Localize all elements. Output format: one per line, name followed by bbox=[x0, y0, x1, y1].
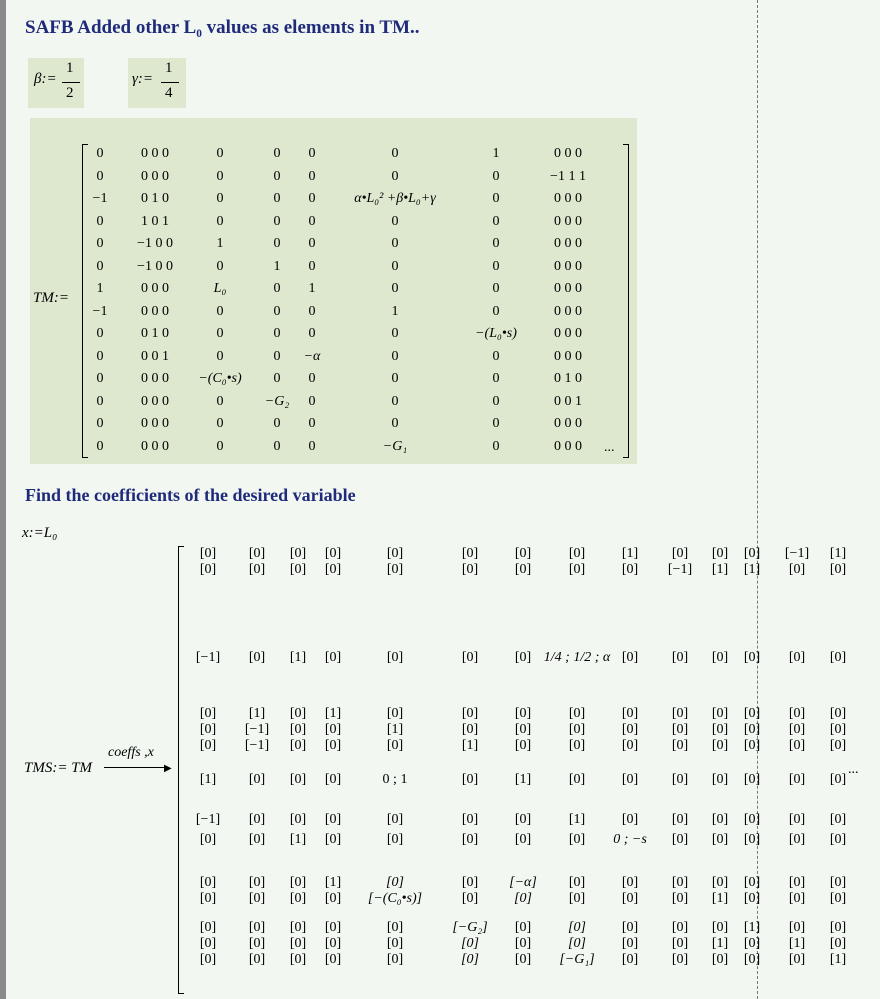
tms-cell: [0] bbox=[386, 832, 404, 847]
tm-cell: 0 bbox=[308, 168, 316, 184]
tms-cell: [0] bbox=[324, 832, 342, 847]
tms-cell: [0] bbox=[568, 772, 586, 787]
tm-cell: −G₁ bbox=[382, 438, 408, 454]
tms-cell: [0] bbox=[671, 650, 689, 665]
tm-cell: 0 bbox=[391, 281, 399, 296]
beta-definition[interactable] bbox=[28, 58, 84, 108]
tm-cell: 1 bbox=[391, 303, 399, 319]
tms-cell: [0] [0] [0] bbox=[324, 920, 342, 967]
tm-cell: 0 bbox=[391, 146, 399, 161]
tm-cell: 0 bbox=[96, 438, 104, 454]
tm-cell: 0 bbox=[273, 168, 281, 184]
tms-cell: [0] bbox=[514, 650, 532, 665]
tm-cell: 0 bbox=[391, 168, 399, 184]
tm-cell: 0 bbox=[308, 438, 316, 454]
tms-cell: [0] [0] [0] bbox=[671, 920, 689, 967]
tm-cell: 0 0 0 bbox=[141, 393, 169, 409]
tms-cell: [0] bbox=[711, 772, 729, 787]
tms-cell: [0] bbox=[289, 812, 307, 827]
tm-cell: 0 0 0 bbox=[554, 326, 582, 341]
fraction-bar bbox=[161, 82, 179, 83]
tm-cell: 0 bbox=[216, 393, 224, 409]
tm-cell: 0 bbox=[391, 348, 399, 364]
left-margin-bar bbox=[0, 0, 6, 999]
tm-cell: −(C₀•s) bbox=[198, 371, 242, 386]
tms-cell: [0] bbox=[386, 812, 404, 827]
tm-cell: 0 bbox=[96, 326, 104, 341]
tm-cell: 0 bbox=[492, 393, 500, 409]
tms-cell: [0] [0] [0] bbox=[621, 920, 639, 967]
tms-cell: [0] [−1] bbox=[667, 546, 693, 577]
tm-cell: 0 1 0 bbox=[554, 371, 582, 386]
coeffs-arrow bbox=[104, 767, 168, 768]
tms-cell: [0] [0] [0] bbox=[289, 920, 307, 967]
tm-cell: 1 bbox=[492, 146, 500, 161]
tms-cell: [0] [0] bbox=[248, 546, 266, 577]
tm-cell: 0 bbox=[492, 213, 500, 229]
tm-cell: −1 0 0 bbox=[137, 236, 173, 251]
tm-cell: 0 bbox=[216, 191, 224, 206]
arrow-head-icon: ▶ bbox=[164, 763, 172, 774]
page-title: SAFB Added other L₀ values as elements in TM.. bbox=[25, 17, 420, 38]
tms-cell: [0] [0] [0] bbox=[671, 706, 689, 753]
tms-cell: [0] [0] [0] bbox=[248, 920, 266, 967]
tms-cell: [0] bbox=[461, 812, 479, 827]
tms-cell: [0] bbox=[199, 832, 217, 847]
tms-cell: [1] [−1] [−1] bbox=[244, 706, 270, 753]
tm-cell: 0 bbox=[492, 438, 500, 454]
tms-cell: [1] bbox=[289, 650, 307, 665]
tm-cell: 0 bbox=[96, 146, 104, 161]
tms-cell: [0] bbox=[324, 650, 342, 665]
tm-cell: −α bbox=[303, 348, 321, 364]
tm-cell: 0 bbox=[308, 191, 316, 206]
tm-cell: 0 bbox=[216, 438, 224, 454]
tms-cell: [0] bbox=[621, 812, 639, 827]
tm-cell: 0 bbox=[391, 393, 399, 409]
tms-cell: [0] bbox=[289, 772, 307, 787]
tm-cell: 0 0 0 bbox=[141, 168, 169, 184]
tm-cell: 0 bbox=[273, 348, 281, 364]
tm-cell: 0 bbox=[216, 303, 224, 319]
tms-cell: [0] [0] bbox=[788, 875, 806, 906]
tm-cell: 0 bbox=[273, 146, 281, 161]
tm-cell: 0 bbox=[492, 303, 500, 319]
tms-cell: [0] bbox=[671, 812, 689, 827]
tm-cell: 0 bbox=[273, 416, 281, 431]
tms-cell: [0] bbox=[711, 650, 729, 665]
tm-cell: −1 1 1 bbox=[550, 168, 586, 184]
tm-matrix-region[interactable] bbox=[30, 118, 637, 464]
tms-cell: [0] [0] bbox=[461, 875, 479, 906]
tm-cell: 0 bbox=[273, 303, 281, 319]
tm-cell: 0 bbox=[308, 416, 316, 431]
tms-cell: 1/4 ; 1/2 ; α bbox=[543, 650, 611, 665]
beta-denominator: 2 bbox=[66, 85, 74, 101]
tms-cell: [0] [0] bbox=[743, 875, 761, 906]
tm-label: TM:= bbox=[33, 290, 69, 306]
tm-cell: 0 0 0 bbox=[554, 146, 582, 161]
tms-cell: 0 ; 1 bbox=[382, 772, 408, 787]
tms-cell: [−α] [0] bbox=[509, 875, 537, 906]
tm-cell: 0 0 0 bbox=[554, 281, 582, 296]
coeffs-operator-label: coeffs ,x bbox=[108, 745, 154, 760]
tms-cell: [1] [0] bbox=[621, 546, 639, 577]
tm-cell: 0 bbox=[492, 371, 500, 386]
tm-cell: 0 bbox=[391, 213, 399, 229]
tm-cell: α•L₀² +β•L₀+γ bbox=[354, 191, 436, 206]
tms-cell: [0] bbox=[324, 812, 342, 827]
tms-cell: [0] bbox=[788, 772, 806, 787]
beta-lhs: β:= bbox=[34, 71, 57, 87]
tms-cell: [0] [0] [−G₁] bbox=[559, 920, 595, 967]
tms-cell: [−1] [0] bbox=[784, 546, 810, 577]
tm-cell: 0 bbox=[273, 281, 281, 296]
tms-cell: [0] [0] [0] bbox=[743, 706, 761, 753]
tms-cell: [0] [0] bbox=[248, 875, 266, 906]
tm-cell: 0 bbox=[391, 258, 399, 274]
tm-cell: −1 bbox=[92, 191, 108, 206]
tm-cell: 0 bbox=[216, 416, 224, 431]
tms-cell: [0] [0] [0] bbox=[621, 706, 639, 753]
tm-cell: 0 0 1 bbox=[141, 348, 169, 364]
tm-cell: 1 bbox=[96, 281, 104, 296]
tms-cell: [0] [1] bbox=[743, 546, 761, 577]
tm-cell: 0 bbox=[492, 348, 500, 364]
tms-cell: [0] bbox=[621, 772, 639, 787]
tm-cell: 0 0 0 bbox=[141, 281, 169, 296]
tms-cell: [0] [0] [0] bbox=[514, 706, 532, 753]
tms-cell: [0] bbox=[248, 650, 266, 665]
tms-ellipsis: ... bbox=[848, 762, 859, 777]
tms-cell: [0] [0] [0] bbox=[199, 920, 217, 967]
tms-cell: [0] [0] bbox=[289, 546, 307, 577]
tm-right-bracket bbox=[623, 144, 629, 458]
tm-cell: 0 bbox=[273, 326, 281, 341]
fraction-bar bbox=[62, 82, 80, 83]
tm-cell: L₀ bbox=[213, 281, 227, 296]
tm-cell: 0 0 1 bbox=[554, 393, 582, 409]
tm-cell: 0 bbox=[308, 326, 316, 341]
tms-cell: [0] bbox=[829, 812, 847, 827]
tms-cell: [0] bbox=[711, 832, 729, 847]
tms-cell: [0] bbox=[829, 832, 847, 847]
tm-cell: 0 bbox=[492, 168, 500, 184]
gamma-lhs: γ:= bbox=[132, 71, 154, 87]
tm-cell: 0 bbox=[492, 191, 500, 206]
tm-cell: 1 0 1 bbox=[141, 213, 169, 229]
tms-cell: [0] [−(C₀•s)] bbox=[367, 875, 423, 906]
tms-cell: [0] bbox=[514, 812, 532, 827]
tm-cell: 0 bbox=[391, 236, 399, 251]
tms-cell: [1] [0] bbox=[324, 875, 342, 906]
tm-cell: 0 0 0 bbox=[554, 258, 582, 274]
tms-cell: [0] [0] [0] bbox=[788, 706, 806, 753]
tm-cell: 0 bbox=[216, 213, 224, 229]
tms-cell: [0] bbox=[788, 650, 806, 665]
tm-cell: 1 bbox=[308, 281, 316, 296]
tms-cell: [0] [0] bbox=[671, 875, 689, 906]
tms-cell: [0] [0] bbox=[568, 875, 586, 906]
tm-cell: 0 1 0 bbox=[141, 191, 169, 206]
gamma-definition[interactable] bbox=[128, 58, 186, 108]
tm-cell: 0 0 0 bbox=[141, 416, 169, 431]
tm-cell: 0 bbox=[96, 236, 104, 251]
tms-cell: [0] bbox=[671, 832, 689, 847]
tms-cell: [0] bbox=[829, 650, 847, 665]
tm-cell: 0 bbox=[391, 416, 399, 431]
tms-cell: [0] bbox=[386, 650, 404, 665]
tm-cell: −1 0 0 bbox=[137, 258, 173, 274]
tm-cell: 0 0 0 bbox=[141, 303, 169, 319]
tms-cell: [0] bbox=[788, 812, 806, 827]
tms-cell: [0] bbox=[461, 650, 479, 665]
tm-cell: 0 bbox=[308, 258, 316, 274]
tms-cell: [0] bbox=[788, 832, 806, 847]
tm-cell: 0 0 0 bbox=[141, 438, 169, 454]
tm-cell: 0 bbox=[391, 326, 399, 341]
tms-cell: [0] bbox=[514, 832, 532, 847]
tm-cell: 0 1 0 bbox=[141, 326, 169, 341]
tm-cell: 0 0 0 bbox=[141, 146, 169, 161]
tms-label: TMS:= TM bbox=[24, 760, 93, 776]
tms-cell: [0] [0] bbox=[386, 546, 404, 577]
tms-cell: [−1] bbox=[195, 650, 221, 665]
tm-cell: 0 bbox=[391, 371, 399, 386]
tm-cell: 0 bbox=[308, 303, 316, 319]
tm-cell: 0 0 0 bbox=[554, 416, 582, 431]
tm-cell: 0 0 0 bbox=[141, 371, 169, 386]
tms-cell: [0] [0] bbox=[829, 875, 847, 906]
tms-cell: [0] [0] bbox=[568, 546, 586, 577]
tm-cell: 0 bbox=[216, 258, 224, 274]
tms-cell: [0] bbox=[324, 772, 342, 787]
tms-cell: 0 ; −s bbox=[613, 832, 647, 847]
tm-cell: 0 bbox=[96, 258, 104, 274]
tm-cell: 0 bbox=[273, 236, 281, 251]
tm-ellipsis: ... bbox=[604, 440, 615, 455]
tm-cell: 0 bbox=[96, 393, 104, 409]
section-heading: Find the coefficients of the desired variable bbox=[25, 485, 356, 505]
tm-cell: 0 bbox=[273, 438, 281, 454]
gamma-denominator: 4 bbox=[165, 85, 173, 101]
tms-cell: [0] [0] bbox=[289, 875, 307, 906]
tm-cell: −1 bbox=[92, 303, 108, 319]
tm-cell: 0 bbox=[308, 213, 316, 229]
tm-cell: 0 bbox=[96, 168, 104, 184]
tms-cell: [0] [0] [0] bbox=[829, 706, 847, 753]
tms-cell: [0] [1] bbox=[711, 546, 729, 577]
tms-cell: [0] bbox=[461, 832, 479, 847]
tms-cell: [0] bbox=[829, 772, 847, 787]
tms-cell: [0] [0] bbox=[199, 546, 217, 577]
tm-cell: 0 0 0 bbox=[554, 438, 582, 454]
tms-cell: [0] bbox=[671, 772, 689, 787]
tms-cell: [1] bbox=[289, 832, 307, 847]
tm-cell: 0 bbox=[216, 168, 224, 184]
tms-cell: [0] [0] [0] bbox=[386, 920, 404, 967]
tm-cell: 0 0 0 bbox=[554, 236, 582, 251]
tm-left-bracket bbox=[82, 144, 88, 458]
tm-cell: −(L₀•s) bbox=[475, 326, 517, 341]
tm-cell: 0 bbox=[96, 371, 104, 386]
tms-cell: [0] [0] bbox=[324, 546, 342, 577]
tms-cell: [0] [0] [1] bbox=[461, 706, 479, 753]
tm-cell: 0 0 0 bbox=[554, 213, 582, 229]
tms-cell: [0] [0] bbox=[199, 875, 217, 906]
tm-cell: 0 bbox=[96, 348, 104, 364]
tm-cell: 1 bbox=[216, 236, 224, 251]
tm-cell: 0 bbox=[96, 213, 104, 229]
tms-cell: [1] [0] [0] bbox=[324, 706, 342, 753]
tm-cell: 0 bbox=[308, 371, 316, 386]
tms-cell: [0] bbox=[568, 832, 586, 847]
tms-cell: [0] [1] [0] bbox=[788, 920, 806, 967]
tm-cell: 0 bbox=[273, 213, 281, 229]
tms-cell: [−1] bbox=[195, 812, 221, 827]
tm-cell: 0 bbox=[492, 258, 500, 274]
tm-cell: 0 bbox=[308, 236, 316, 251]
tms-cell: [0] bbox=[248, 812, 266, 827]
tms-cell: [1] bbox=[514, 772, 532, 787]
tms-cell: [1] bbox=[568, 812, 586, 827]
tm-cell: 0 bbox=[273, 371, 281, 386]
tms-cell: [0] [0] [1] bbox=[829, 920, 847, 967]
tms-cell: [1] [0] bbox=[829, 546, 847, 577]
beta-numerator: 1 bbox=[66, 60, 74, 76]
x-definition[interactable]: x:=L₀ bbox=[22, 525, 58, 541]
tms-cell: [0] bbox=[743, 832, 761, 847]
tm-cell: 0 bbox=[308, 393, 316, 409]
tm-cell: 0 bbox=[492, 236, 500, 251]
tms-cell: [0] [0] [0] bbox=[199, 706, 217, 753]
tms-cell: [0] [0] [0] bbox=[289, 706, 307, 753]
tms-cell: [0] bbox=[743, 812, 761, 827]
tms-cell: [0] bbox=[461, 772, 479, 787]
tms-cell: [0] [0] bbox=[621, 875, 639, 906]
tms-left-bracket bbox=[178, 546, 184, 994]
tms-cell: [1] [0] [0] bbox=[743, 920, 761, 967]
tm-cell: 0 bbox=[96, 416, 104, 431]
tm-cell: 0 bbox=[216, 326, 224, 341]
tms-cell: [0] bbox=[743, 650, 761, 665]
tm-cell: 0 0 0 bbox=[554, 191, 582, 206]
page-break-line bbox=[757, 0, 758, 999]
tms-cell: [0] [0] bbox=[514, 546, 532, 577]
tms-cell: [0] [0] bbox=[461, 546, 479, 577]
tm-cell: 0 0 0 bbox=[554, 348, 582, 364]
tm-cell: −G₂ bbox=[264, 393, 290, 409]
tm-cell: 0 bbox=[492, 416, 500, 431]
tms-cell: [0] bbox=[711, 812, 729, 827]
tm-cell: 0 bbox=[216, 146, 224, 161]
tms-cell: [0] bbox=[248, 772, 266, 787]
tms-cell: [0] [0] [0] bbox=[514, 920, 532, 967]
gamma-numerator: 1 bbox=[165, 60, 173, 76]
tm-cell: 0 bbox=[273, 191, 281, 206]
tms-cell: [0] [0] [0] bbox=[711, 706, 729, 753]
tms-cell: [0] bbox=[743, 772, 761, 787]
tms-cell: [0] [1] [0] bbox=[386, 706, 404, 753]
tms-cell: [0] bbox=[248, 832, 266, 847]
tms-cell: [0] [0] [0] bbox=[568, 706, 586, 753]
tms-cell: [1] bbox=[199, 772, 217, 787]
tms-cell: [0] [1] [0] bbox=[711, 920, 729, 967]
tm-cell: 0 bbox=[216, 348, 224, 364]
tm-cell: 1 bbox=[273, 258, 281, 274]
tm-cell: 0 0 0 bbox=[554, 303, 582, 319]
tms-cell: [0] [1] bbox=[711, 875, 729, 906]
tm-cell: 0 bbox=[492, 281, 500, 296]
tms-cell: [0] bbox=[621, 650, 639, 665]
tm-cell: 0 bbox=[308, 146, 316, 161]
tms-cell: [−G₂] [0] [0] bbox=[452, 920, 488, 967]
